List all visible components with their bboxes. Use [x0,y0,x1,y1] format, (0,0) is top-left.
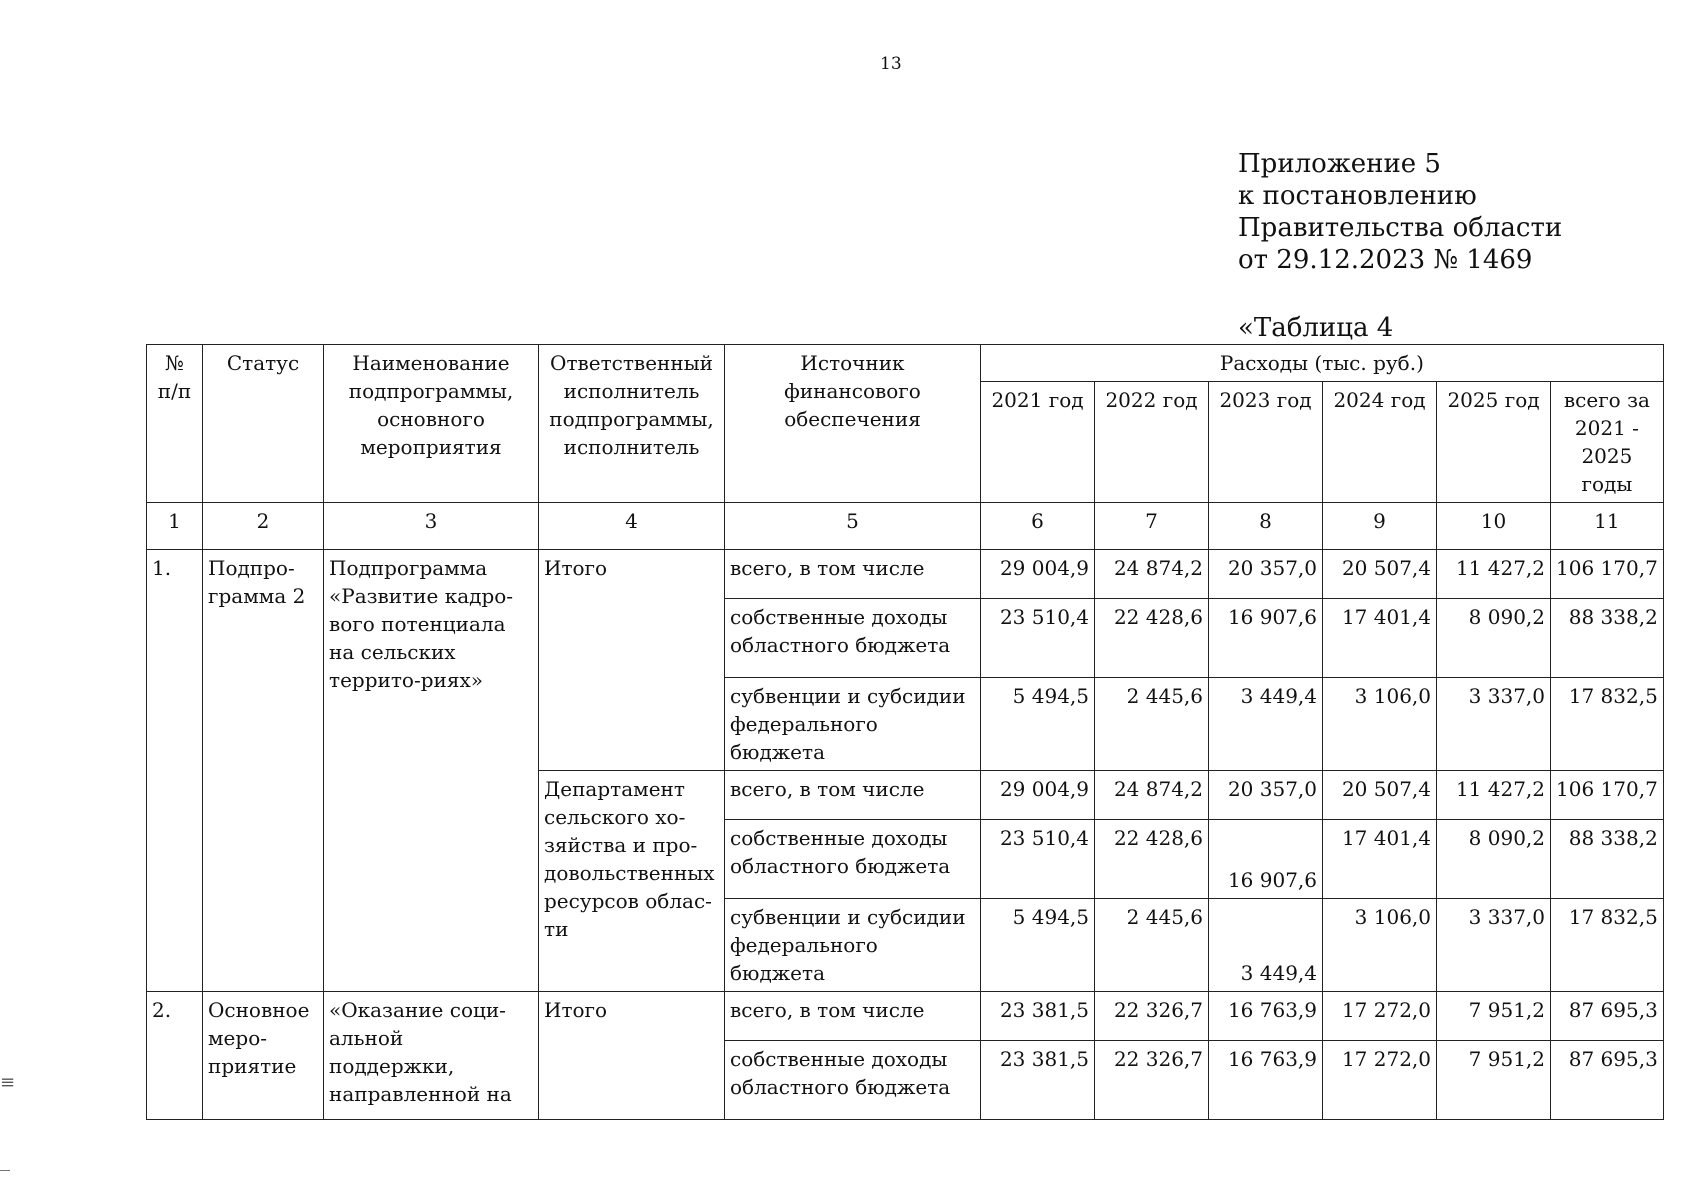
appendix-line: Правительства области [1238,213,1563,243]
cell-value: 3 106,0 [1323,678,1437,771]
row-source: субвенции и субсидии федерального бюджета [725,678,981,771]
cell-value: 7 951,2 [1437,992,1551,1041]
cell-value: 23 381,5 [981,1041,1095,1120]
cell-value: 2 445,6 [1095,678,1209,771]
header-year: 2024 год [1323,382,1437,503]
column-number: 7 [1095,503,1209,550]
header-executor: Ответственный исполнитель подпрограммы, исполнитель [539,345,725,503]
header-total: всего за 2021 - 2025 годы [1551,382,1664,503]
cell-value: 20 357,0 [1209,550,1323,599]
table-row [147,550,1664,599]
cell-value: 29 004,9 [981,550,1095,599]
cell-value: 3 449,4 [1209,678,1323,771]
row-source: собственные доходы областного бюджета [725,820,981,899]
row-status: Основное меро-приятие [203,992,324,1120]
appendix-line: от 29.12.2023 № 1469 [1238,245,1533,275]
column-number: 9 [1323,503,1437,550]
row-num: 2. [147,992,203,1120]
column-number: 8 [1209,503,1323,550]
column-numbers-row [147,503,1664,550]
header-row [147,345,1664,382]
cell-value: 2 445,6 [1095,899,1209,992]
cell-value: 88 338,2 [1551,820,1664,899]
column-number: 3 [324,503,539,550]
cell-value: 17 832,5 [1551,899,1664,992]
cell-value: 17 401,4 [1323,820,1437,899]
cell-value: 8 090,2 [1437,599,1551,678]
cell-value: 88 338,2 [1551,599,1664,678]
header-expenses: Расходы (тыс. руб.) [981,345,1664,382]
column-number: 6 [981,503,1095,550]
column-number: 2 [203,503,324,550]
column-number: 5 [725,503,981,550]
cell-value: 24 874,2 [1095,771,1209,820]
cell-value: 17 832,5 [1551,678,1664,771]
cell-value: 24 874,2 [1095,550,1209,599]
cell-value: 3 337,0 [1437,678,1551,771]
header-year: 2025 год [1437,382,1551,503]
table-row [147,992,1664,1041]
cell-value: 16 907,6 [1209,599,1323,678]
cell-value: 17 272,0 [1323,992,1437,1041]
appendix-line: к постановлению [1238,181,1477,211]
cell-value: 16 763,9 [1209,1041,1323,1120]
row-source: всего, в том числе [725,992,981,1041]
column-number: 4 [539,503,725,550]
cell-value: 20 507,4 [1323,771,1437,820]
cell-value: 106 170,7 [1551,550,1664,599]
cell-value: 22 428,6 [1095,599,1209,678]
row-name: Подпрограмма «Развитие кадро-вого потенциала на сельских террито-риях» [324,550,539,992]
row-source: собственные доходы областного бюджета [725,1041,981,1120]
cell-value: 20 507,4 [1323,550,1437,599]
row-executor: Департамент сельского хо-зяйства и про-довольственных ресурсов облас-ти [539,771,725,992]
margin-line [0,1170,10,1171]
header-year: 2023 год [1209,382,1323,503]
row-name: «Оказание соци-альной поддержки, направленной на [324,992,539,1120]
cell-value: 22 428,6 [1095,820,1209,899]
margin-mark: ≡ [0,1072,16,1093]
header-year: 2021 год [981,382,1095,503]
row-executor: Итого [539,992,725,1120]
cell-value: 5 494,5 [981,678,1095,771]
cell-value: 22 326,7 [1095,1041,1209,1120]
cell-value: 23 510,4 [981,599,1095,678]
cell-value: 3 106,0 [1323,899,1437,992]
header-year: 2022 год [1095,382,1209,503]
cell-value: 87 695,3 [1551,1041,1664,1120]
cell-value: 7 951,2 [1437,1041,1551,1120]
cell-value: 17 401,4 [1323,599,1437,678]
cell-value: 16 763,9 [1209,992,1323,1041]
row-source: всего, в том числе [725,771,981,820]
row-num: 1. [147,550,203,992]
budget-table [146,344,1664,1120]
cell-value: 87 695,3 [1551,992,1664,1041]
header-source: Источник финансового обеспечения [725,345,981,503]
cell-value: 8 090,2 [1437,820,1551,899]
row-source: субвенции и субсидии федерального бюджета [725,899,981,992]
appendix-header [1238,148,1562,276]
cell-value: 16 907,6 [1209,820,1323,899]
cell-value: 23 510,4 [981,820,1095,899]
cell-value: 20 357,0 [1209,771,1323,820]
cell-value: 3 449,4 [1209,899,1323,992]
table-caption: «Таблица 4 [1238,313,1394,343]
cell-value: 11 427,2 [1437,550,1551,599]
row-source: всего, в том числе [725,550,981,599]
cell-value: 3 337,0 [1437,899,1551,992]
cell-value: 22 326,7 [1095,992,1209,1041]
column-number: 11 [1551,503,1664,550]
cell-value: 106 170,7 [1551,771,1664,820]
cell-value: 17 272,0 [1323,1041,1437,1120]
column-number: 10 [1437,503,1551,550]
page-number: 13 [880,54,902,74]
header-name: Наименование подпрограммы, основного мероприятия [324,345,539,503]
appendix-line: Приложение 5 [1238,149,1441,179]
cell-value: 5 494,5 [981,899,1095,992]
cell-value: 11 427,2 [1437,771,1551,820]
cell-value: 29 004,9 [981,771,1095,820]
row-source: собственные доходы областного бюджета [725,599,981,678]
cell-value: 23 381,5 [981,992,1095,1041]
header-num: № п/п [147,345,203,503]
row-executor: Итого [539,550,725,771]
row-status: Подпро-грамма 2 [203,550,324,992]
header-status: Статус [203,345,324,503]
column-number: 1 [147,503,203,550]
